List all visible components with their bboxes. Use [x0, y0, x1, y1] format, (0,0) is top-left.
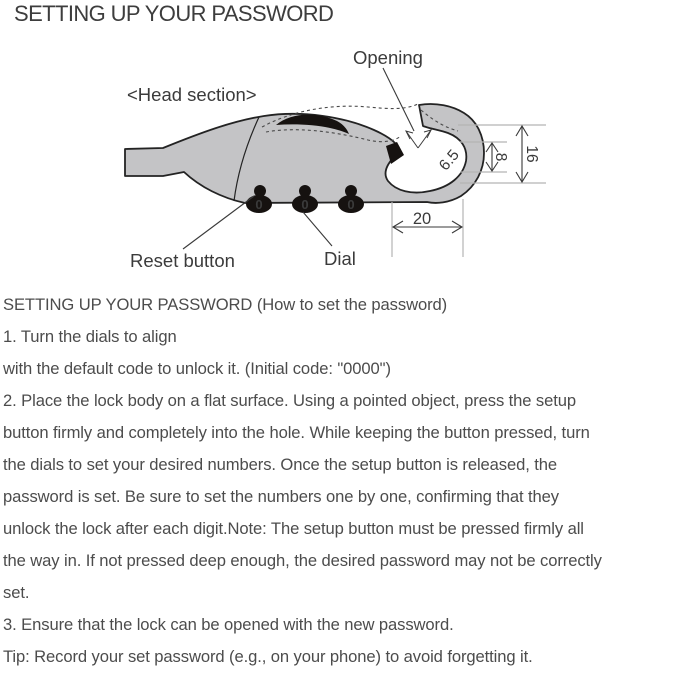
- opening-label: Opening: [353, 47, 423, 68]
- instruction-line: Tip: Record your set password (e.g., on your phone) to avoid forgetting it.: [3, 647, 533, 666]
- instructions: [3, 289, 679, 673]
- dimension-16-label: 16: [523, 145, 540, 163]
- instruction-line: password is set. Be sure to set the numbers one by one, confirming that they: [3, 487, 559, 506]
- instruction-line: 3. Ensure that the lock can be opened with the new password.: [3, 615, 454, 634]
- dimension-6-5-label: 6.5: [435, 146, 463, 175]
- instruction-line: SETTING UP YOUR PASSWORD (How to set the password): [3, 295, 448, 314]
- lock-diagram: [0, 40, 679, 272]
- reset-button-label: Reset button: [130, 250, 235, 271]
- instruction-line: the way in. If not pressed deep enough, the desired password may not be correctly: [3, 551, 602, 570]
- dial: [338, 195, 364, 213]
- dimension-20-label: 20: [412, 210, 432, 228]
- dial: [246, 195, 272, 213]
- instruction-line: 2. Place the lock body on a flat surface. Using a pointed object, press the setup: [3, 391, 577, 410]
- instruction-line: with the default code to unlock it. (Initial code: "0000"): [3, 359, 391, 378]
- instruction-line: unlock the lock after each digit.Note: The setup button must be pressed firmly all: [3, 519, 584, 538]
- instruction-line: button firmly and completely into the hole. While keeping the button pressed, turn: [3, 423, 590, 442]
- dial-label: Dial: [324, 248, 356, 269]
- page-title: SETTING UP YOUR PASSWORD: [14, 1, 334, 26]
- dimension-8-label: 8: [492, 152, 509, 162]
- dimension-opening-width: [406, 130, 431, 148]
- dial-digit: 0: [347, 197, 355, 212]
- head-section-label: <Head section>: [127, 84, 257, 105]
- dial-digit: 0: [255, 197, 263, 212]
- instruction-line: 1. Turn the dials to align: [3, 327, 177, 346]
- instruction-line: the dials to set your desired numbers. Once the setup button is released, the: [3, 455, 558, 474]
- instruction-line: set.: [3, 583, 30, 602]
- dial-digit: 0: [301, 197, 309, 212]
- dial: [292, 195, 318, 213]
